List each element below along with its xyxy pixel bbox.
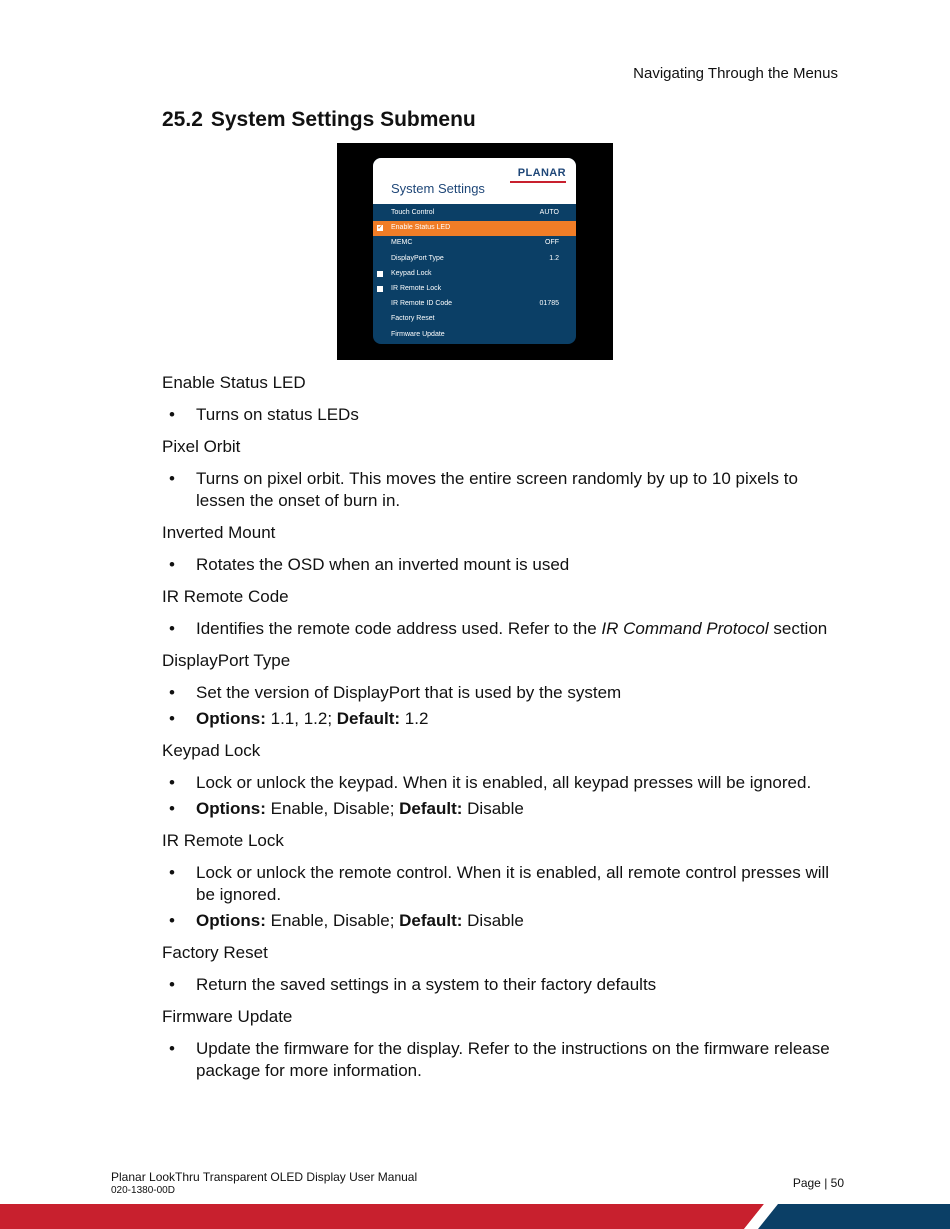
bullet-item	[162, 974, 842, 996]
default-value: 1.2	[400, 709, 429, 728]
options-label: Options:	[196, 799, 266, 818]
bullet-text: Turns on pixel orbit. This moves the entire screen randomly by up to 10 pixels to lessen the onset of burn in.	[196, 469, 798, 510]
bullet-item	[162, 682, 842, 704]
bullet-text: Rotates the OSD when an inverted mount is used	[196, 555, 570, 574]
bullet-icon: •	[169, 555, 175, 574]
bullet-icon: •	[169, 1039, 175, 1058]
osd-row-value: 01785	[539, 300, 559, 308]
bullet-list	[162, 468, 842, 512]
section-title-text: System Settings Submenu	[210, 108, 476, 131]
bullet-text: Update the firmware for the display. Refer to the instructions on the firmware release package for more information.	[196, 1039, 830, 1080]
bullet-list	[162, 1038, 842, 1082]
osd-list	[373, 204, 576, 343]
bullet-item	[162, 1038, 842, 1082]
options-item	[162, 910, 842, 932]
bullet-item	[162, 862, 842, 906]
bullet-item	[162, 618, 842, 640]
osd-row-memc	[373, 236, 576, 251]
osd-row-label: Firmware Update	[391, 330, 445, 338]
bullet-text: Lock or unlock the keypad. When it is enabled, all keypad presses will be ignored.	[196, 773, 812, 792]
default-label: Default:	[399, 911, 463, 930]
bullet-item	[162, 468, 842, 512]
bullet-item	[162, 772, 842, 794]
checkbox-icon	[377, 286, 383, 292]
default-label: Default:	[336, 709, 401, 728]
footer-doc-title: Planar LookThru Transparent OLED Display User Manual	[111, 1170, 418, 1184]
item-title: Enable Status LED	[162, 373, 306, 392]
osd-row-displayport-type	[373, 252, 576, 267]
bullet-text: Set the version of DisplayPort that is used by the system	[196, 683, 622, 702]
footer-doc-code: 020-1380-00D	[111, 1185, 175, 1196]
item-title: IR Remote Code	[162, 587, 289, 606]
options-value: Enable, Disable;	[265, 799, 400, 818]
osd-row-label: Keypad Lock	[391, 269, 432, 277]
footer-document-info	[111, 1170, 417, 1198]
footer-blue-band	[758, 1204, 950, 1229]
item-title: IR Remote Lock	[162, 831, 284, 850]
item-title: Keypad Lock	[162, 741, 261, 760]
options-value: 1.1, 1.2;	[265, 709, 337, 728]
checkbox-icon	[377, 271, 383, 277]
osd-title: System Settings	[391, 181, 485, 196]
osd-row-value: 1.2	[549, 254, 559, 262]
default-label: Default:	[399, 799, 463, 818]
osd-row-value: AUTO	[539, 209, 559, 216]
bullet-text: Lock or unlock the remote control. When it is enabled, all remote control presses will be ignored.	[196, 863, 830, 904]
osd-screenshot	[337, 143, 613, 360]
osd-row-label: IR Remote Lock	[391, 284, 442, 292]
osd-row-label: DisplayPort Type	[391, 254, 444, 262]
bullet-icon: •	[169, 773, 175, 792]
bullet-icon: •	[169, 405, 175, 424]
osd-row-keypad-lock	[373, 267, 576, 282]
osd-row-touch-control	[373, 206, 576, 221]
settings-description	[162, 372, 842, 1092]
bullet-text: Return the saved settings in a system to their factory defaults	[196, 975, 657, 994]
page-number: Page | 50	[792, 1176, 844, 1190]
osd-row-label: Touch Control	[391, 209, 435, 216]
bullet-list	[162, 772, 842, 820]
bullet-icon: •	[169, 619, 175, 638]
bullet-text: Turns on status LEDs	[196, 405, 359, 424]
item-title: Factory Reset	[162, 943, 268, 962]
bullet-icon: •	[169, 799, 175, 818]
footer-red-band	[0, 1204, 764, 1229]
default-value: Disable	[462, 799, 524, 818]
bullet-icon: •	[169, 709, 175, 728]
osd-header	[373, 158, 576, 204]
osd-row-label: IR Remote ID Code	[391, 300, 453, 308]
bullet-icon: •	[169, 683, 175, 702]
bullet-item	[162, 554, 842, 576]
planar-logo: PLANAR	[517, 167, 566, 179]
bullet-text-suffix: section	[768, 619, 828, 638]
bullet-item	[162, 404, 842, 426]
bullet-icon: •	[169, 975, 175, 994]
bullet-list	[162, 682, 842, 730]
osd-menu	[373, 158, 576, 344]
bullet-list	[162, 618, 842, 640]
options-item	[162, 708, 842, 730]
bullet-list	[162, 974, 842, 996]
default-value: Disable	[462, 911, 524, 930]
bullet-list	[162, 554, 842, 576]
section-reference: IR Command Protocol	[601, 619, 769, 638]
osd-row-ir-remote-lock	[373, 282, 576, 297]
osd-row-ir-remote-id-code	[373, 297, 576, 312]
item-title: Inverted Mount	[162, 523, 276, 542]
running-header: Navigating Through the Menus	[633, 65, 838, 82]
item-title: Pixel Orbit	[162, 437, 241, 456]
osd-row-label: Factory Reset	[391, 315, 435, 323]
options-label: Options:	[196, 911, 266, 930]
osd-row-firmware-update	[373, 328, 576, 343]
item-title: DisplayPort Type	[162, 651, 291, 670]
item-title: Firmware Update	[162, 1007, 293, 1026]
logo-underline	[510, 181, 566, 183]
osd-row-label: MEMC	[391, 239, 413, 247]
bullet-list	[162, 862, 842, 932]
options-label: Options:	[196, 709, 266, 728]
bullet-text: Identifies the remote code address used. Refer to the	[196, 619, 602, 638]
options-item	[162, 798, 842, 820]
section-title	[162, 108, 476, 132]
osd-row-factory-reset	[373, 312, 576, 327]
bullet-icon: •	[169, 911, 175, 930]
bullet-icon: •	[169, 469, 175, 488]
bullet-icon: •	[169, 863, 175, 882]
osd-row-label: Enable Status LED	[391, 224, 451, 232]
section-number: 25.2	[162, 108, 203, 131]
options-value: Enable, Disable;	[265, 911, 400, 930]
checkbox-checked-icon: ✔	[377, 225, 383, 232]
footer-color-bar	[0, 1204, 950, 1229]
bullet-list	[162, 404, 842, 426]
osd-row-value: OFF	[545, 239, 559, 247]
osd-row-enable-status-led	[373, 221, 576, 236]
